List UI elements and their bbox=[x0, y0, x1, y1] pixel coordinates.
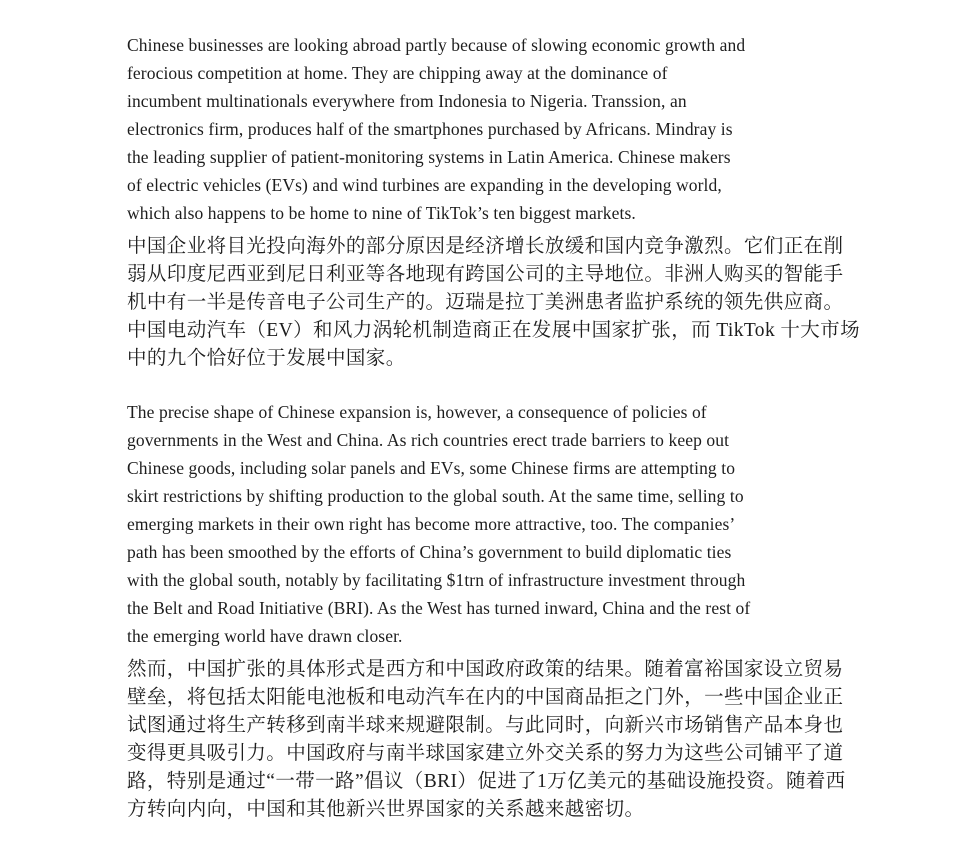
text-line: with the global south, notably by facilitating $1trn of infrastructure investment through bbox=[127, 570, 746, 590]
text-line: Chinese businesses are looking abroad partly because of slowing economic growth and bbox=[127, 35, 746, 55]
text-line: 方转向内向，中国和其他新兴世界国家的关系越来越密切。 bbox=[127, 799, 645, 820]
text-line: 机中有一半是传音电子公司生产的。迈瑞是拉丁美洲患者监护系统的领先供应商。 bbox=[127, 292, 844, 313]
text-line: The precise shape of Chinese expansion is, however, a consequence of policies of bbox=[127, 402, 707, 422]
text-line: 中国企业将目光投向海外的部分原因是经济增长放缓和国内竞争激烈。它们正在削 bbox=[127, 236, 844, 257]
text-line: 然而，中国扩张的具体形式是西方和中国政府政策的结果。随着富裕国家设立贸易 bbox=[127, 659, 844, 680]
paragraph-chinese-2 bbox=[127, 656, 875, 824]
text-line: 中国电动汽车（EV）和风力涡轮机制造商正在发展中国家扩张，而 TikTok 十大市场 bbox=[127, 320, 860, 341]
text-line: ferocious competition at home. They are chipping away at the dominance of bbox=[127, 63, 668, 83]
text-line: Chinese goods, including solar panels and EVs, some Chinese firms are attempting to bbox=[127, 458, 736, 478]
text-line: skirt restrictions by shifting production to the global south. At the same time, selling to bbox=[127, 486, 744, 506]
text-line: 变得更具吸引力。中国政府与南半球国家建立外交关系的努力为这些公司铺平了道 bbox=[127, 743, 844, 764]
text-line: 壁垒，将包括太阳能电池板和电动汽车在内的中国商品拒之门外，一些中国企业正 bbox=[127, 687, 844, 708]
text-line: which also happens to be home to nine of TikTok’s ten biggest markets. bbox=[127, 203, 636, 223]
paragraph-english-1 bbox=[127, 31, 875, 227]
paragraph-chinese-1 bbox=[127, 233, 875, 373]
text-line: the Belt and Road Initiative (BRI). As the West has turned inward, China and the rest of bbox=[127, 598, 751, 618]
text-line: governments in the West and China. As rich countries erect trade barriers to keep out bbox=[127, 430, 730, 450]
article-body bbox=[127, 31, 875, 824]
text-line: of electric vehicles (EVs) and wind turbines are expanding in the developing world, bbox=[127, 175, 722, 195]
text-line: the leading supplier of patient-monitoring systems in Latin America. Chinese makers bbox=[127, 147, 731, 167]
paragraph-english-2 bbox=[127, 398, 875, 650]
text-line: 中的九个恰好位于发展中国家。 bbox=[127, 348, 406, 369]
text-line: emerging markets in their own right has become more attractive, too. The companies’ bbox=[127, 514, 736, 534]
text-line: 弱从印度尼西亚到尼日利亚等各地现有跨国公司的主导地位。非洲人购买的智能手 bbox=[127, 264, 844, 285]
text-line: 路，特别是通过“一带一路”倡议（BRI）促进了1万亿美元的基础设施投资。随着西 bbox=[127, 771, 846, 792]
text-line: the emerging world have drawn closer. bbox=[127, 626, 403, 646]
text-line: 试图通过将生产转移到南半球来规避限制。与此同时，向新兴市场销售产品本身也 bbox=[127, 715, 844, 736]
text-line: path has been smoothed by the efforts of China’s government to build diplomatic ties bbox=[127, 542, 732, 562]
text-line: electronics firm, produces half of the smartphones purchased by Africans. Mindray is bbox=[127, 119, 733, 139]
text-line: incumbent multinationals everywhere from Indonesia to Nigeria. Transsion, an bbox=[127, 91, 687, 111]
